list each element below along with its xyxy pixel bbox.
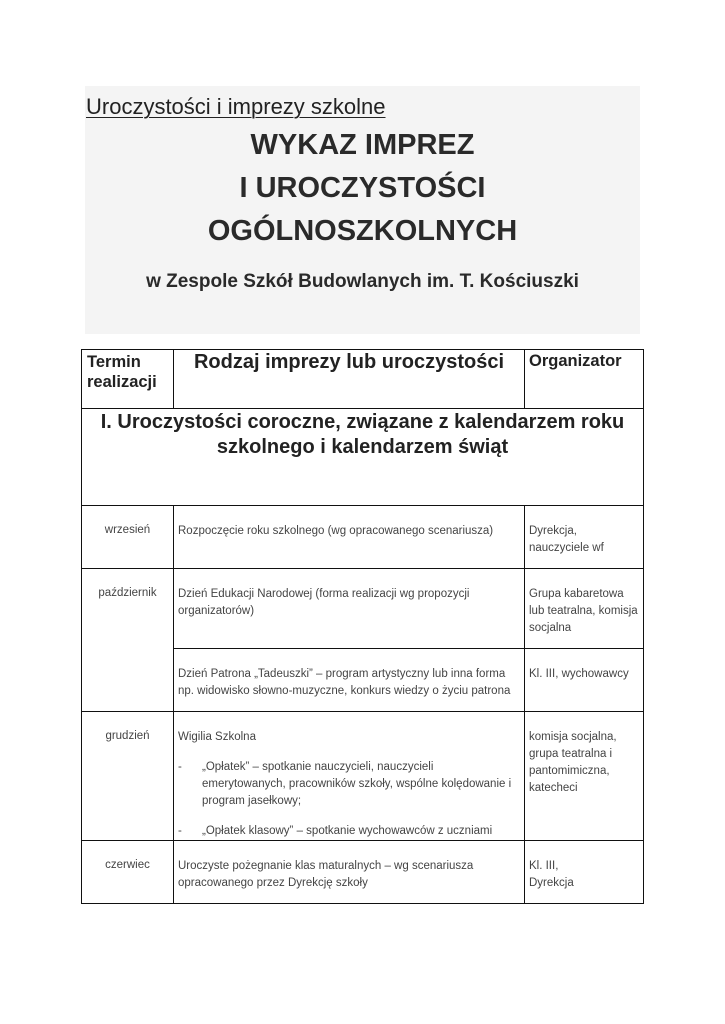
row-organizer: Dyrekcja, nauczyciele wf bbox=[525, 506, 644, 569]
row-organizer: Grupa kabaretowa lub teatralna, komisja socjalna bbox=[525, 569, 644, 649]
header-organizer: Organizator bbox=[525, 350, 644, 409]
header-term: Termin realizacji bbox=[82, 350, 174, 409]
row-month: grudzień bbox=[82, 712, 174, 841]
table-row bbox=[82, 506, 644, 569]
row-month: czerwiec bbox=[82, 841, 174, 904]
list-bullet: - bbox=[178, 761, 182, 773]
row-event-cell bbox=[174, 712, 525, 841]
table-row bbox=[82, 712, 644, 841]
list-bullet: - bbox=[178, 825, 182, 837]
title-line-1: WYKAZ IMPREZ bbox=[250, 129, 475, 161]
header-panel bbox=[85, 86, 640, 334]
table-row bbox=[82, 569, 644, 649]
list-item-text: „Opłatek” – spotkanie nauczycieli, nauczycieli emerytowanych, pracowników szkoły, wspólne kolędowanie i program jasełkowy; bbox=[202, 761, 512, 807]
title-line-3: OGÓLNOSZKOLNYCH bbox=[207, 215, 518, 247]
table-header-row bbox=[82, 350, 644, 409]
table-row bbox=[82, 841, 644, 904]
section-row bbox=[82, 409, 644, 506]
row-month: wrzesień bbox=[82, 506, 174, 569]
organizer-line: Kl. III, bbox=[529, 860, 559, 872]
header-event-type: Rodzaj imprezy lub uroczystości bbox=[174, 350, 525, 409]
list-item bbox=[178, 823, 518, 840]
row-event: Uroczyste pożegnanie klas maturalnych – wg scenariusza opracowanego przez Dyrekcję szkoły bbox=[174, 841, 525, 904]
row-event: Dzień Edukacji Narodowej (forma realizacji wg propozycji organizatorów) bbox=[174, 569, 525, 649]
row-month: październik bbox=[82, 569, 174, 712]
page-link[interactable]: Uroczystości i imprezy szkolne bbox=[86, 94, 386, 119]
section-title: I. Uroczystości coroczne, związane z kalendarzem roku szkolnego i kalendarzem świąt bbox=[82, 409, 644, 506]
row-organizer: komisja socjalna, grupa teatralna i pantomimiczna, katecheci bbox=[525, 712, 644, 841]
row-event: Dzień Patrona „Tadeuszki” – program artystyczny lub inna forma np. widowisko słowno-muzyczne, konkurs wiedzy o życiu patrona bbox=[174, 649, 525, 712]
events-table bbox=[81, 349, 644, 904]
organizer-line: Dyrekcja bbox=[529, 877, 574, 889]
row-event: Rozpoczęcie roku szkolnego (wg opracowanego scenariusza) bbox=[174, 506, 525, 569]
row-organizer-cell bbox=[525, 841, 644, 904]
row-organizer: Kl. III, wychowawcy bbox=[525, 649, 644, 712]
page-subtitle: w Zespole Szkół Budowlanych im. T. Kościuszki bbox=[146, 271, 579, 292]
title-line-2: I UROCZYSTOŚCI bbox=[239, 172, 486, 204]
row-event: Wigilia Szkolna bbox=[178, 731, 256, 743]
list-item-text: „Opłatek klasowy” – spotkanie wychowawców z uczniami bbox=[202, 825, 493, 837]
list-item bbox=[178, 759, 518, 810]
